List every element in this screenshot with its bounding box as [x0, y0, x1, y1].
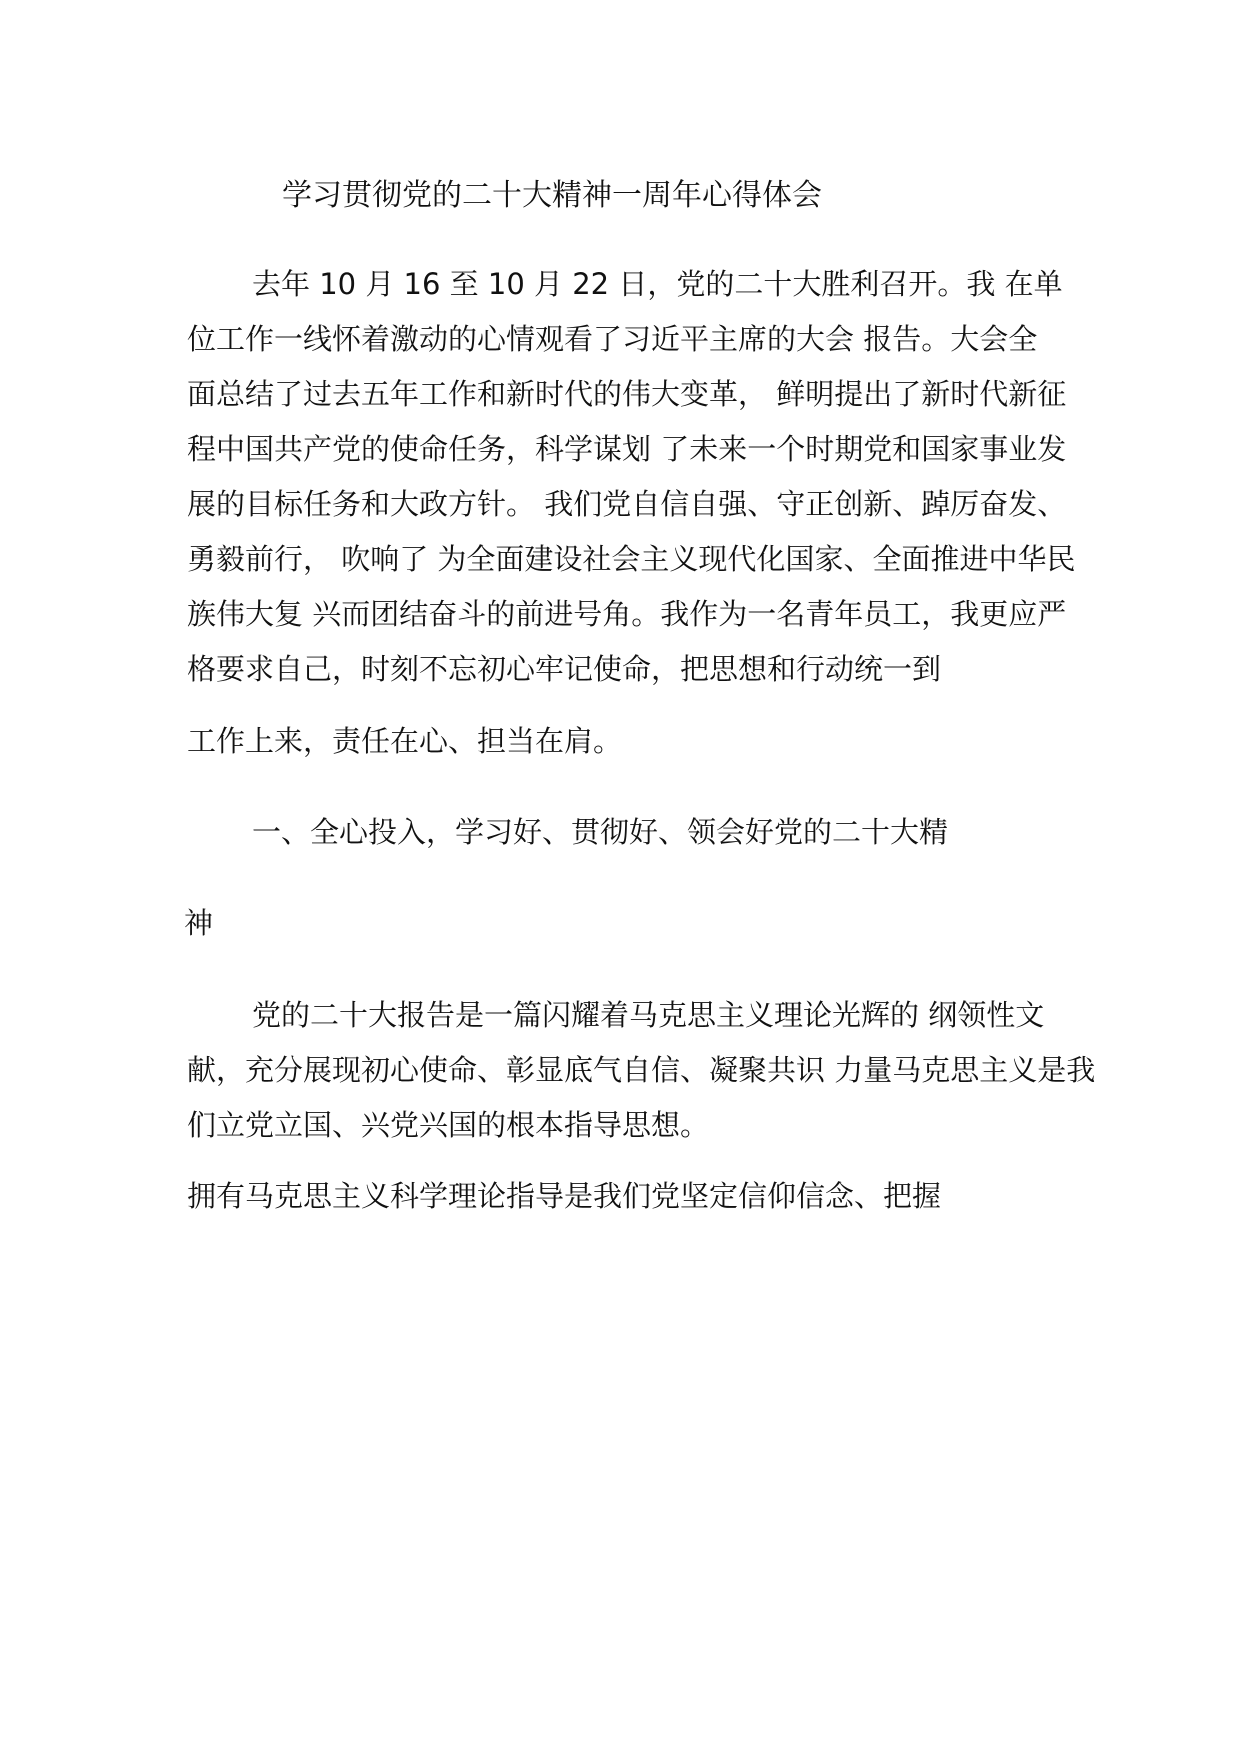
document-title: 学习贯彻党的二十大精神一周年心得体会 — [282, 178, 822, 213]
section-1-heading-line-2: 神 — [184, 906, 214, 940]
paragraph-1-line-4: 程中国共产党的使命任务，科学谋划 了未来一个时期党和国家事业发 — [187, 432, 1067, 466]
paragraph-1-line-8: 格要求自己，时刻不忘初心牢记使命，把思想和行动统一到 — [187, 652, 942, 686]
paragraph-1-line-3: 面总结了过去五年工作和新时代的伟大变革， 鲜明提出了新时代新征 — [187, 377, 1067, 411]
paragraph-1-line-1: 去年 10 月 16 至 10 月 22 日，党的二十大胜利召开。我 在单 — [252, 267, 1063, 301]
paragraph-1-line-5: 展的目标任务和大政方针。 我们党自信自强、守正创新、踔厉奋发、 — [187, 487, 1067, 521]
paragraph-2-line-3: 们立党立国、兴党兴国的根本指导思想。 — [187, 1108, 710, 1142]
paragraph-1-line-2: 位工作一线怀着激动的心情观看了习近平主席的大会 报告。大会全 — [187, 322, 1038, 356]
paragraph-2-line-1: 党的二十大报告是一篇闪耀着马克思主义理论光辉的 纲领性文 — [252, 998, 1045, 1032]
paragraph-2-line-4: 拥有马克思主义科学理论指导是我们党坚定信仰信念、把握 — [187, 1179, 942, 1213]
section-1-heading-line-1: 一、全心投入，学习好、贯彻好、领会好党的二十大精 — [252, 815, 949, 849]
paragraph-2-line-2: 献，充分展现初心使命、彰显底气自信、凝聚共识 力量马克思主义是我 — [187, 1053, 1096, 1087]
paragraph-1-line-7: 族伟大复 兴而团结奋斗的前进号角。我作为一名青年员工，我更应严 — [187, 597, 1067, 631]
paragraph-1-line-9: 工作上来，责任在心、担当在肩。 — [187, 724, 623, 758]
paragraph-1-line-6: 勇毅前行， 吹响了 为全面建设社会主义现代化国家、全面推进中华民 — [187, 542, 1076, 576]
